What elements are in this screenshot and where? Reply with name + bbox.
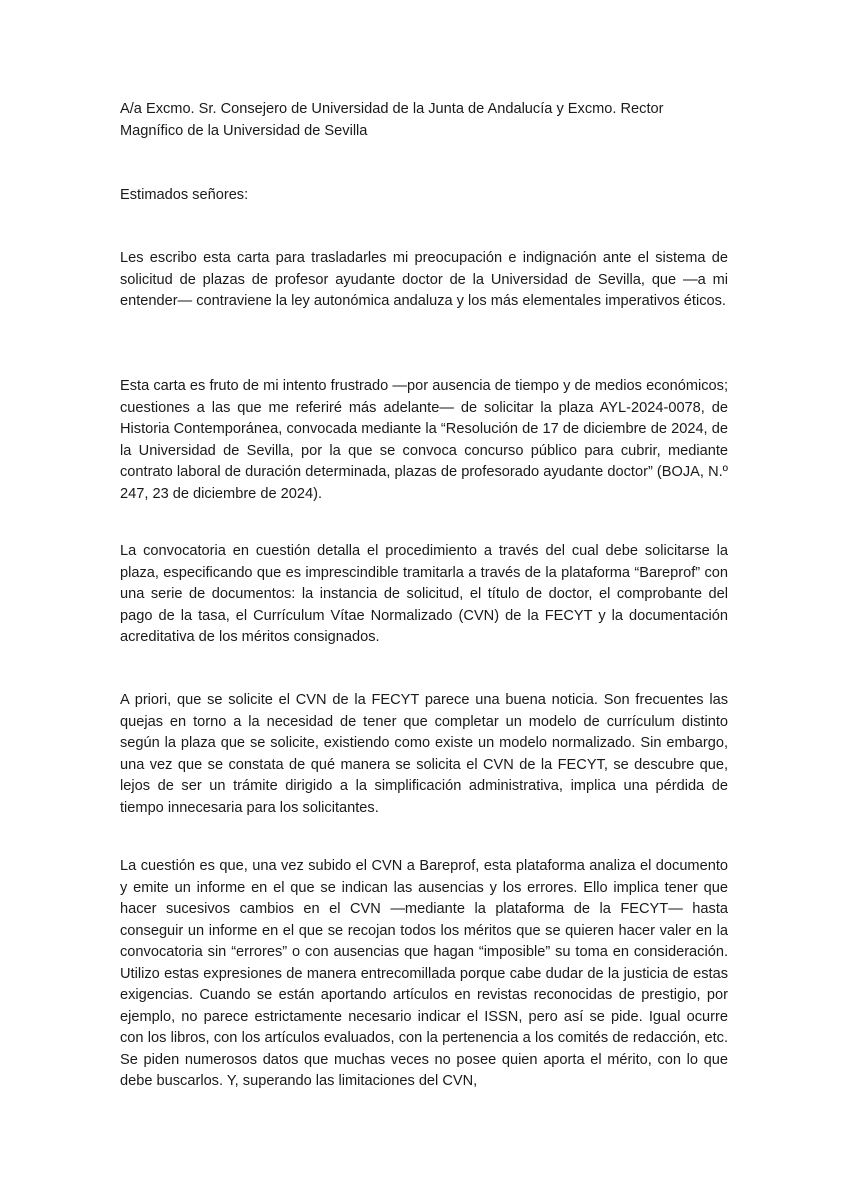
letter-paragraph: Esta carta es fruto de mi intento frustrado —por ausencia de tiempo y de medios económicos; cuestiones a las que me referiré más adelante— de solicitar la plaza AYL-2024-0078, de Historia Contemporánea, convocada mediante la “Resolución de 17 de diciembre de 2024, de la Universidad de Sevilla, por la que se convoca concurso público para cubrir, mediante contrato laboral de duración determinada, plazas de profesorado ayudante doctor” (BOJA, N.º 247, 23 de diciembre de 2024).: [120, 378, 728, 502]
letter-addressee: A/a Excmo. Sr. Consejero de Universidad de la Junta de Andalucía y Excmo. Rector Magnífico de la Universidad de Sevilla: [120, 101, 664, 139]
letter-paragraph: Les escribo esta carta para trasladarles mi preocupación e indignación ante el sistema de solicitud de plazas de profesor ayudante doctor de la Universidad de Sevilla, que —a mi entender— contraviene la ley autonómica andaluza y los más elementales imperativos éticos.: [120, 250, 728, 309]
letter-salutation: Estimados señores:: [120, 187, 249, 203]
letter-paragraph: A priori, que se solicite el CVN de la FECYT parece una buena noticia. Son frecuentes las quejas en torno a la necesidad de tener que completar un modelo de currículum distinto según la plaza que se solicite, existiendo como existe un modelo normalizado. Sin embargo, una vez que se constata de qué manera se solicita el CVN de la FECYT, se descubre que, lejos de ser un trámite dirigido a la simplificación administrativa, implica una pérdida de tiempo innecesaria para los solicitantes.: [120, 692, 728, 816]
letter-paragraph: La convocatoria en cuestión detalla el procedimiento a través del cual debe solicitarse la plaza, especificando que es imprescindible tramitarla a través de la plataforma “Bareprof” con una serie de documentos: la instancia de solicitud, el título de doctor, el comprobante del pago de la tasa, el Currículum Vítae Normalizado (CVN) de la FECYT y la documentación acreditativa de los méritos consignados.: [120, 543, 728, 645]
letter-paragraph: La cuestión es que, una vez subido el CVN a Bareprof, esta plataforma analiza el documento y emite un informe en el que se indican las ausencias y los errores. Ello implica tener que hacer sucesivos cambios en el CVN —mediante la plataforma de la FECYT— hasta conseguir un informe en el que se recojan todos los méritos que se quieren hacer valer en la convocatoria sin “errores” o con ausencias que hagan “imposible” su toma en consideración. Utilizo estas expresiones de manera entrecomillada porque cabe dudar de la justicia de estas exigencias. Cuando se están aportando artículos en revistas reconocidas de prestigio, por ejemplo, no parece estrictamente necesario indicar el ISSN, pero así se pide. Igual ocurre con los libros, con los artículos evaluados, con la pertenencia a los comités de redacción, etc. Se piden numerosos datos que muchas veces no posee quien aporta el mérito, con lo que debe buscarlos. Y, superando las limitaciones del CVN,: [120, 858, 728, 1089]
